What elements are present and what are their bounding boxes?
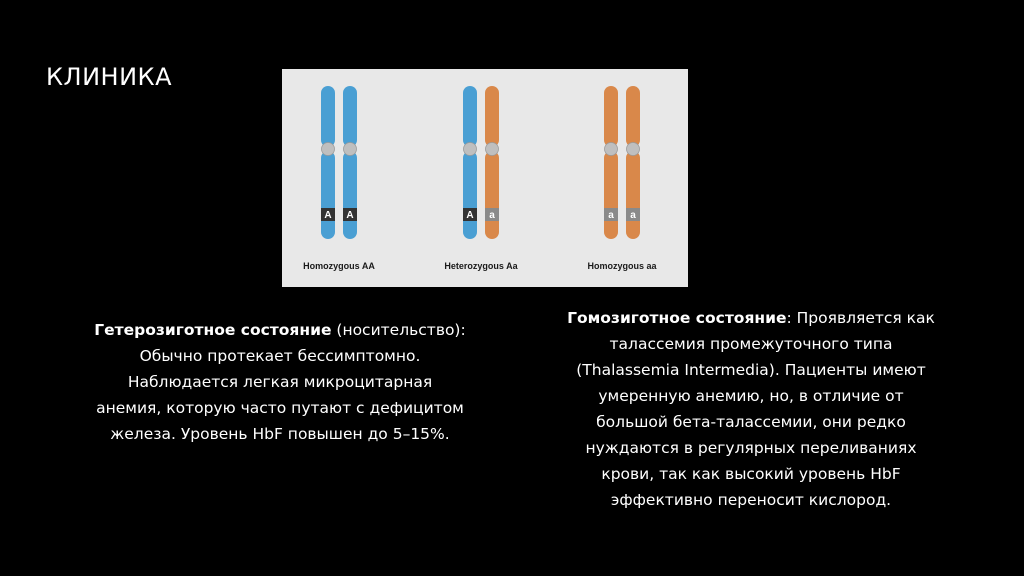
heterozygous-line-1 bbox=[64, 317, 496, 343]
chromosome-arm bbox=[485, 151, 499, 239]
genotype-label: Homozygous AA bbox=[303, 261, 375, 271]
homozygous-line-1 bbox=[528, 305, 974, 331]
heterozygous-description bbox=[64, 317, 496, 447]
chromosome-pair bbox=[587, 86, 657, 271]
allele-label: A bbox=[466, 210, 474, 221]
genotype-label: Heterozygous Aa bbox=[444, 261, 518, 271]
chromosome-arm bbox=[463, 151, 477, 239]
allele-label: a bbox=[630, 210, 636, 221]
centromere bbox=[344, 143, 357, 156]
heterozygous-heading: Гетерозиготное состояние bbox=[94, 321, 332, 339]
heterozygous-text-5: железа. Уровень HbF повышен до 5–15%. bbox=[110, 425, 450, 443]
chromosome-arm bbox=[626, 86, 640, 147]
chromosome-figure bbox=[282, 69, 688, 287]
centromere bbox=[605, 143, 618, 156]
heterozygous-text-3: Наблюдается легкая микроцитарная bbox=[127, 373, 433, 391]
genotype-label: Homozygous aa bbox=[587, 261, 657, 271]
homozygous-text-5: большой бета-талассемии, они редко bbox=[596, 413, 906, 431]
slide-title: КЛИНИКА bbox=[46, 63, 172, 91]
chromosome-arm bbox=[343, 151, 357, 239]
homozygous-text-1: : Проявляется как bbox=[786, 309, 935, 327]
homozygous-text-4: умеренную анемию, но, в отличие от bbox=[598, 387, 904, 405]
chromosome-arm bbox=[604, 86, 618, 147]
allele-label: A bbox=[324, 210, 332, 221]
chromosome-pair bbox=[303, 86, 375, 271]
homozygous-text-7: крови, так как высокий уровень HbF bbox=[601, 465, 901, 483]
homozygous-text-3: (Thalassemia Intermedia). Пациенты имеют bbox=[576, 361, 926, 379]
chromosome-arm bbox=[463, 86, 477, 147]
chromosome-pair bbox=[444, 86, 518, 271]
centromere bbox=[322, 143, 335, 156]
centromere bbox=[464, 143, 477, 156]
homozygous-description bbox=[528, 305, 974, 513]
chromosome-arm bbox=[321, 86, 335, 147]
allele-label: a bbox=[608, 210, 614, 221]
allele-label: A bbox=[346, 210, 354, 221]
centromere bbox=[627, 143, 640, 156]
chromosome-arm bbox=[604, 151, 618, 239]
homozygous-text-2: талассемия промежуточного типа bbox=[609, 335, 893, 353]
chromosome-arm bbox=[626, 151, 640, 239]
homozygous-text-8: эффективно переносит кислород. bbox=[610, 491, 892, 509]
chromosome-arm bbox=[321, 151, 335, 239]
centromere bbox=[486, 143, 499, 156]
chromosome-diagram bbox=[282, 69, 688, 287]
heterozygous-text-4: анемия, которую часто путают с дефицитом bbox=[96, 399, 464, 417]
allele-label: a bbox=[489, 210, 495, 221]
chromosome-arm bbox=[343, 86, 357, 147]
chromosome-arm bbox=[485, 86, 499, 147]
heterozygous-text-1: (носительство): bbox=[331, 321, 466, 339]
heterozygous-text-2: Обычно протекает бессимптомно. bbox=[139, 347, 421, 365]
homozygous-heading: Гомозиготное состояние bbox=[567, 309, 787, 327]
homozygous-text-6: нуждаются в регулярных переливаниях bbox=[585, 439, 917, 457]
